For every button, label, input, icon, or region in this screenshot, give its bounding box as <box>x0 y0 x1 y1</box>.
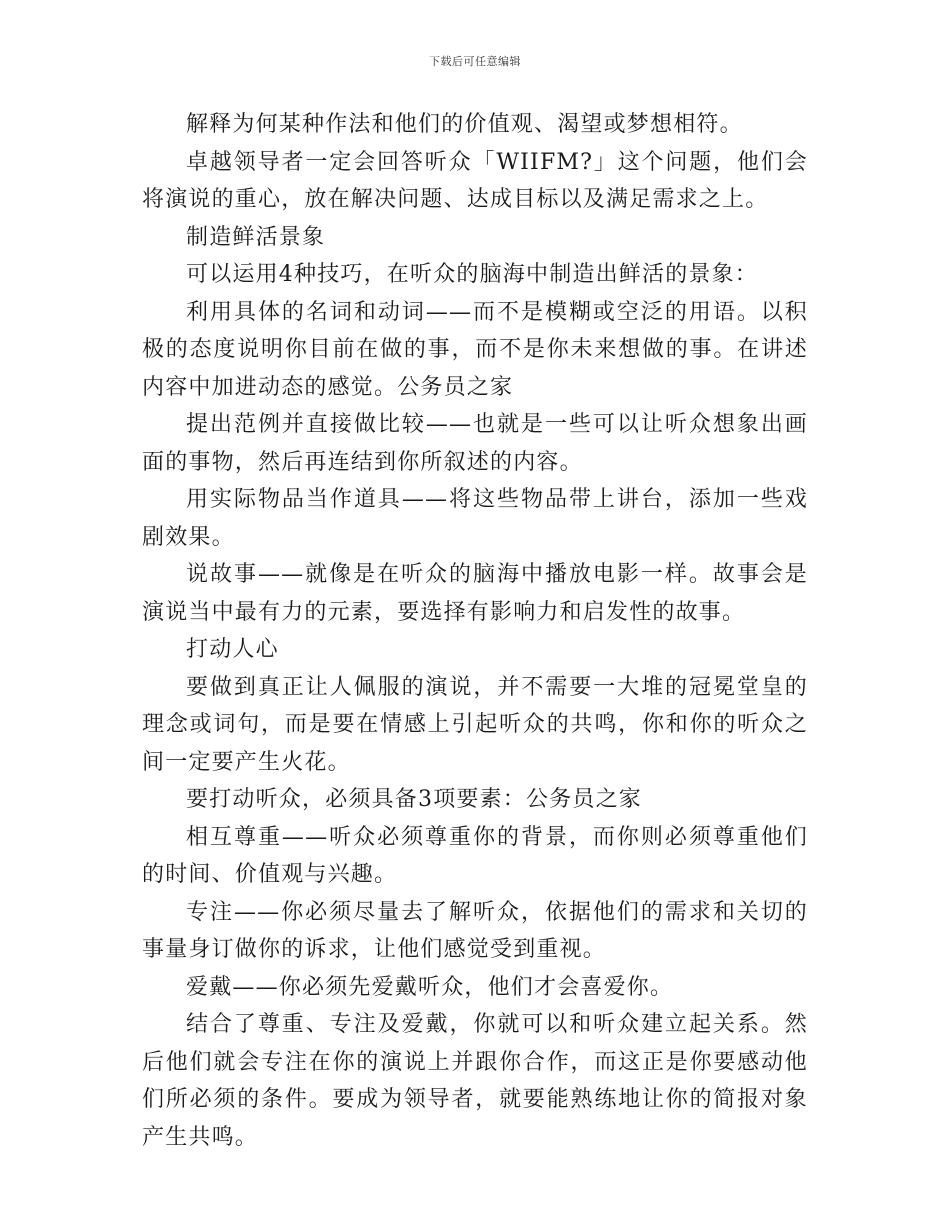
paragraph-5: 提出范例并直接做比较——也就是一些可以让听众想象出画面的事物，然后再连结到你所叙述的内容。 <box>142 412 808 475</box>
paragraph-1: 解释为何某种作法和他们的价值观、渴望或梦想相符。 <box>186 112 743 137</box>
paragraph-13: 结合了尊重、专注及爱戴，你就可以和听众建立起关系。然后他们就会专注在你的演说上并跟你合作，而这正是你要感动他们所必须的条件。要成为领导者，就要能熟练地让你的简报对象产生共鸣。 <box>142 1012 808 1150</box>
section-heading-vivid-images: 制造鲜活景象 <box>186 224 326 250</box>
paragraph-10: 相互尊重——听众必须尊重你的背景，而你则必须尊重他们的时间、价值观与兴趣。 <box>142 824 808 887</box>
document-body <box>142 106 808 1156</box>
paragraph-3: 可以运用4种技巧，在听众的脑海中制造出鲜活的景象： <box>186 262 758 287</box>
page-header: 下载后可任意编辑 <box>429 55 521 68</box>
paragraph-6: 用实际物品当作道具——将这些物品带上讲台，添加一些戏剧效果。 <box>142 487 808 550</box>
paragraph-11: 专注——你必须尽量去了解听众，依据他们的需求和关切的事量身订做你的诉求，让他们感觉受到重视。 <box>142 899 808 962</box>
paragraph-4: 利用具体的名词和动词——而不是模糊或空泛的用语。以积极的态度说明你目前在做的事，而不是你未来想做的事。在讲述内容中加进动态的感觉。公务员之家 <box>142 299 808 400</box>
paragraph-12: 爱戴——你必须先爱戴听众，他们才会喜爱你。 <box>186 974 674 1000</box>
paragraph-8: 要做到真正让人佩服的演说，并不需要一大堆的冠冕堂皇的理念或词句，而是要在情感上引起听众的共鸣，你和你的听众之间一定要产生火花。 <box>142 674 808 775</box>
section-heading-touch-hearts: 打动人心 <box>186 637 279 662</box>
paragraph-2: 卓越领导者一定会回答听众「WIIFM?」这个问题，他们会将演说的重心，放在解决问题、达成目标以及满足需求之上。 <box>142 149 808 212</box>
paragraph-9: 要打动听众，必须具备3项要素：公务员之家 <box>186 787 642 812</box>
paragraph-7: 说故事——就像是在听众的脑海中播放电影一样。故事会是演说当中最有力的元素，要选择有影响力和启发性的故事。 <box>142 562 808 625</box>
